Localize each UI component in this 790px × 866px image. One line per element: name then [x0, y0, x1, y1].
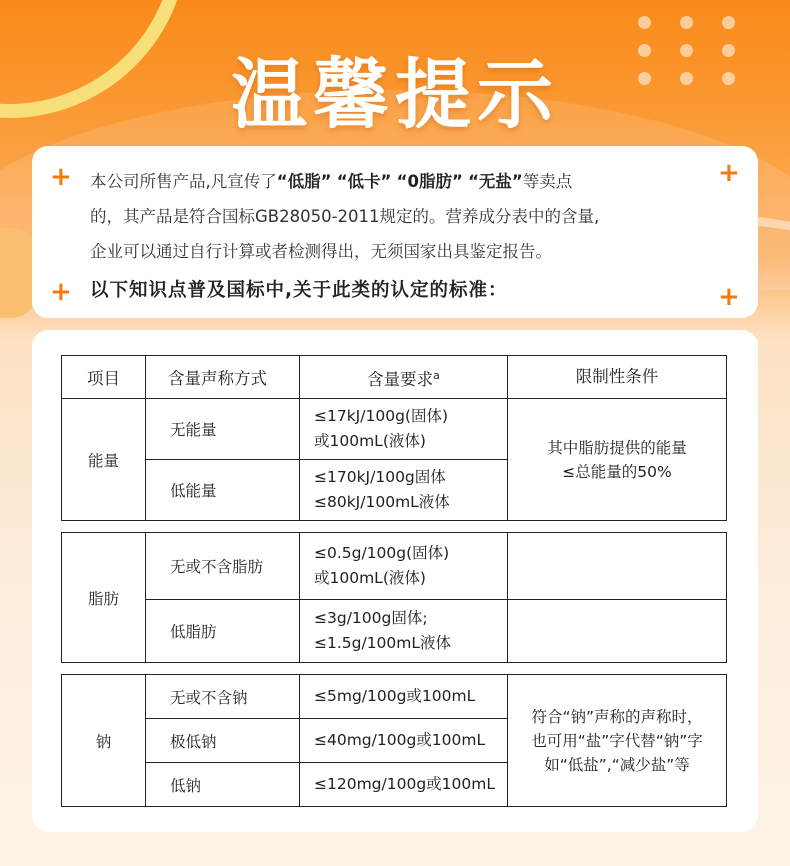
plus-icon: +	[718, 282, 740, 312]
method-cell: 低能量	[146, 460, 300, 521]
item-fat: 脂肪	[62, 533, 146, 663]
notice-headline: 以下知识点普及国标中,关于此类的认定的标准：	[90, 280, 508, 301]
requirement-cell: ≤5mg/100g或100mL	[300, 675, 508, 719]
header-requirement: 含量要求$^a$	[300, 356, 508, 399]
condition-cell	[508, 600, 727, 663]
method-cell: 无或不含脂肪	[146, 533, 300, 600]
item-energy: 能量	[62, 399, 146, 521]
energy-table	[61, 355, 727, 521]
table-row	[62, 399, 727, 460]
condition-cell: 符合“钠”声称的声称时， 也可用“盐”字代替“钠”字 如“低盐”,“减少盐”等	[508, 675, 727, 807]
notice-line-1: 本公司所售产品,凡宣传了“低脂” “低卡” “0脂肪” “无盐”等卖点	[90, 172, 573, 191]
header-item: 项目	[62, 356, 146, 399]
notice-card	[32, 146, 758, 318]
requirement-cell: ≤0.5g/100g(固体) 或100mL(液体)	[300, 533, 508, 600]
method-cell: 无能量	[146, 399, 300, 460]
method-cell: 极低钠	[146, 719, 300, 763]
standards-table-card	[32, 330, 758, 832]
notice-line-2: 的，其产品是符合国标GB28050-2011规定的。营养成分表中的含量,	[90, 207, 600, 226]
method-cell: 无或不含钠	[146, 675, 300, 719]
header-condition: 限制性条件	[508, 356, 727, 399]
item-sodium: 钠	[62, 675, 146, 807]
notice-line-3: 企业可以通过自行计算或者检测得出，无须国家出具鉴定报告。	[90, 242, 552, 261]
table-row	[62, 533, 727, 600]
page-title: 温馨提示	[231, 50, 559, 139]
method-cell: 低脂肪	[146, 600, 300, 663]
table-row	[62, 600, 727, 663]
requirement-cell: ≤120mg/100g或100mL	[300, 763, 508, 807]
method-cell: 低钠	[146, 763, 300, 807]
plus-icon: +	[718, 158, 740, 188]
sodium-table	[61, 674, 727, 807]
condition-cell	[508, 533, 727, 600]
table-row	[62, 675, 727, 719]
header-method: 含量声称方式	[146, 356, 300, 399]
plus-icon: +	[50, 162, 72, 192]
fat-table	[61, 532, 727, 663]
requirement-cell: ≤40mg/100g或100mL	[300, 719, 508, 763]
table-header-row	[62, 356, 727, 399]
requirement-cell: ≤17kJ/100g(固体) 或100mL(液体)	[300, 399, 508, 460]
requirement-cell: ≤3g/100g固体; ≤1.5g/100mL液体	[300, 600, 508, 663]
condition-cell: 其中脂肪提供的能量 ≤总能量的50%	[508, 399, 727, 521]
plus-icon: +	[50, 277, 72, 307]
requirement-cell: ≤170kJ/100g固体 ≤80kJ/100mL液体	[300, 460, 508, 521]
